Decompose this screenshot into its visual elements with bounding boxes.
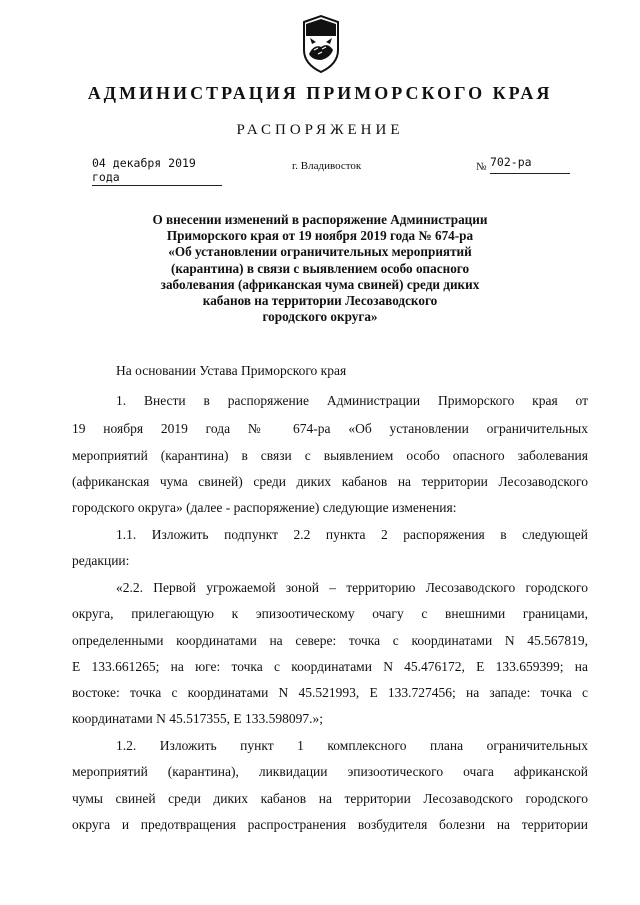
body-line: «2.2. Первой угрожаемой зоной – территорию Лесозаводского городского (116, 580, 588, 595)
document-city: г. Владивосток (292, 160, 362, 172)
body-line: E 133.661265; на юге: точка с координатами N 45.476172, E 133.659399; на (72, 659, 588, 674)
title-line: О внесении изменений в распоряжение Администрации (152, 212, 488, 227)
body-line: округа, прилегающую к эпизоотическому очагу с внешними границами, (72, 606, 588, 621)
body-line: чумы свиней среди диких кабанов на территории Лесозаводского городского (72, 791, 588, 806)
body-line: На основании Устава Приморского края (116, 363, 347, 378)
document-title (110, 212, 530, 325)
body-line: редакции: (72, 553, 130, 568)
body-line: 19 ноября 2019 года № 674-ра «Об установлении ограничительных (72, 421, 588, 436)
title-line: «Об установлении ограничительных мероприятий (168, 244, 472, 260)
body-line: (африканская чума свиней) среди диких кабанов на территории Лесозаводского (72, 474, 588, 489)
title-line: Приморского края от 19 ноября 2019 года № 674-ра (166, 228, 474, 244)
number-sign: № (476, 161, 487, 173)
body-line: 1.2. Изложить пункт 1 комплексного плана ограничительных (116, 738, 588, 753)
body-line: определенными координатами на севере: точка с координатами N 45.567819, (72, 633, 588, 648)
organization-name: АДМИНИСТРАЦИЯ ПРИМОРСКОГО КРАЯ (87, 83, 553, 103)
body-line: 1.1. Изложить подпункт 2.2 пункта 2 распоряжения в следующей (116, 527, 588, 542)
body-line: городского округа» (далее - распоряжение) следующие изменения: (72, 500, 457, 515)
coat-of-arms-emblem (296, 14, 346, 74)
document-number-field (476, 153, 572, 177)
body-line: координатами N 45.517355, E 133.598097.»; (72, 711, 323, 726)
title-line: кабанов на территории Лесозаводского (202, 293, 438, 309)
title-line: городского округа» (262, 309, 378, 325)
document-type: РАСПОРЯЖЕНИЕ (236, 122, 404, 138)
body-line: 1. Внести в распоряжение Администрации Приморского края от (116, 393, 588, 408)
document-date: 04 декабря 2019 года (92, 156, 222, 186)
document-number: 702-ра (490, 155, 570, 174)
body-line: мероприятий (карантина), ликвидации эпизоотического очага африканской (72, 764, 588, 779)
body-line: округа и предотвращения распространения возбудителя болезни на территории (72, 817, 588, 832)
body-line: мероприятий (карантина) в связи с выявлением особо опасного заболевания (72, 448, 588, 463)
body-line: востоке: точка с координатами N 45.521993, E 133.727456; на западе: точка с (72, 685, 588, 700)
title-line: (карантина) в связи с выявлением особо опасного (170, 260, 470, 276)
title-line: заболевания (африканская чума свиней) среди диких (160, 276, 480, 292)
